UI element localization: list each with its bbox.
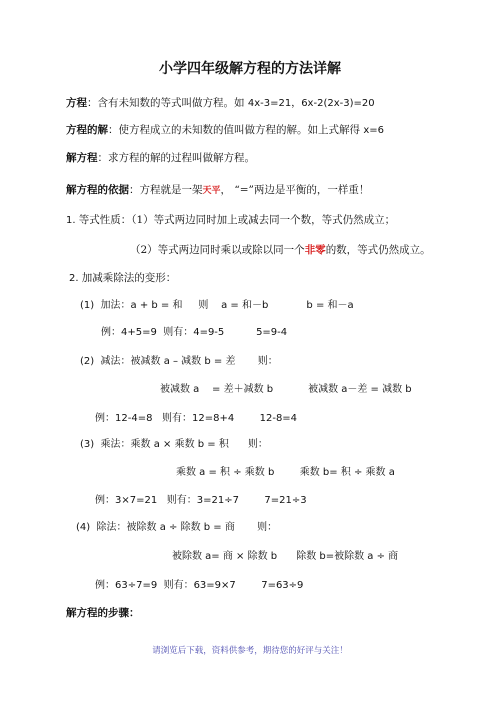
- solution-example: x=6: [363, 125, 385, 136]
- nonzero-highlight: 非零: [304, 244, 326, 256]
- definition-solving: [66, 151, 255, 165]
- addition-rule: (1) 加法：a + b = 和 则 a = 和－b b = 和－a: [80, 300, 354, 311]
- property-1: [66, 213, 395, 228]
- property-label: 等式性质：: [78, 214, 132, 226]
- term-solving: 解方程: [66, 152, 98, 164]
- property-number: 1.: [66, 215, 79, 226]
- footer-note: 请浏览后下载，资料供参考，期待您的好评与关注！: [152, 646, 348, 656]
- rule-2-before: （2）等式两边同时乘以或除以同一个: [130, 244, 305, 256]
- definition-text: 求方程的解的过程叫做解方程。: [108, 152, 255, 164]
- division-example: 例：63÷7=9 则有：63=9×7 7=63÷9: [95, 580, 304, 591]
- basis-text-after: ， “=”两边是平衡的，一样重！: [220, 184, 370, 196]
- term-solution: 方程的解: [66, 124, 108, 136]
- basis-text-before: 方程就是一架: [139, 184, 203, 196]
- multiplication-rule: (3) 乘法：乘数 a × 乘数 b = 积 则：: [80, 439, 268, 450]
- rule-2-after: 的数，等式仍然成立。: [325, 244, 431, 256]
- equation-examples: 4x-3=21，6x-2(2x-3)=20: [247, 98, 375, 109]
- term-equation: 方程: [66, 97, 87, 109]
- property-2: [69, 271, 176, 286]
- subtraction-example: 例：12-4=8 则有：12=8+4 12-8=4: [95, 413, 298, 424]
- property-label: 加减乘除法的变形：: [81, 272, 177, 284]
- property-number: 2.: [69, 273, 82, 284]
- colon: ：: [108, 124, 119, 136]
- scale-word: 天平: [202, 186, 221, 196]
- addition-example: 例：4+5=9 则有：4=9-5 5=9-4: [101, 327, 288, 338]
- definition-solution: [66, 123, 384, 138]
- colon: ：: [87, 97, 98, 109]
- multiplication-result: 乘数 a = 积 ÷ 乘数 b 乘数 b= 积 ÷ 乘数 a: [176, 467, 395, 478]
- colon: ：: [97, 152, 108, 164]
- property-1-rule-2: [130, 243, 431, 257]
- steps-heading: 解方程的步骤：: [66, 607, 140, 619]
- definition-text: 使方程成立的未知数的值叫做方程的解。如上式解得: [118, 124, 364, 136]
- property-rule-1: （1）等式两边同时加上或减去同一个数，等式仍然成立；: [131, 214, 396, 226]
- division-result: 被除数 a= 商 × 除数 b 除数 b=被除数 a ÷ 商: [172, 551, 399, 562]
- solving-basis: [66, 183, 369, 198]
- term-basis: 解方程的依据: [66, 184, 129, 196]
- definition-equation: [66, 96, 375, 111]
- page-title: 小学四年级解方程的方法详解: [159, 61, 341, 77]
- subtraction-rule: (2) 减法：被减数 a – 减数 b = 差 则：: [80, 356, 278, 367]
- colon: ：: [129, 184, 140, 196]
- definition-text: 含有未知数的等式叫做方程。如: [97, 97, 248, 109]
- division-rule: (4) 除法：被除数 a ÷ 除数 b = 商 则：: [76, 522, 278, 533]
- subtraction-result: 被减数 a = 差＋减数 b 被减数 a－差 = 减数 b: [160, 384, 412, 395]
- multiplication-example: 例：3×7=21 则有：3=21÷7 7=21÷3: [95, 495, 307, 506]
